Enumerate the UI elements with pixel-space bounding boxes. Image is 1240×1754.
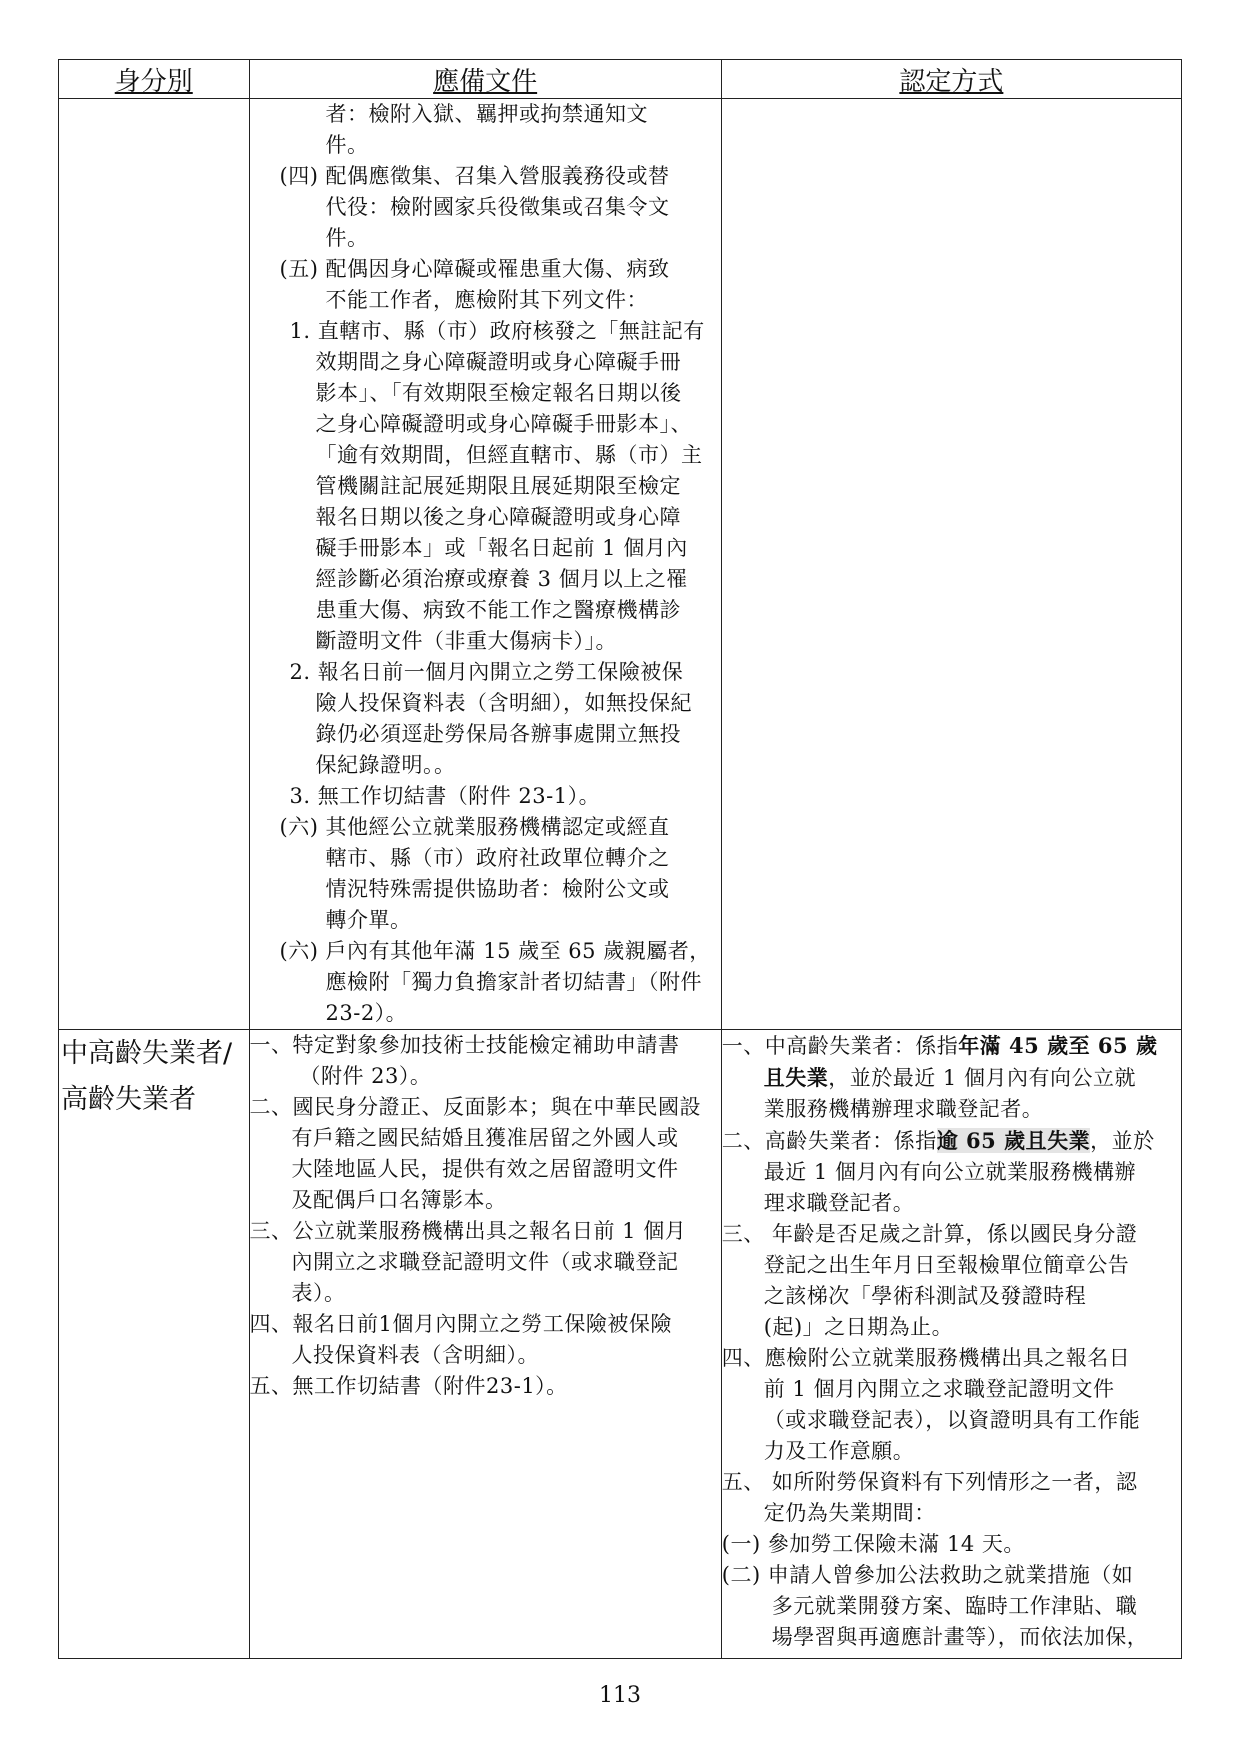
- criteria-line: (二) 申請人曾參加公法救助之就業措施（如: [721, 1563, 1134, 1587]
- criteria-emphasis: 且失業: [763, 1065, 829, 1090]
- document-line: 應檢附「獨力負擔家計者切結書」（附件: [325, 970, 702, 994]
- criteria-text: ，並於最近 1 個月內有向公立就: [828, 1066, 1136, 1090]
- eligibility-table: [58, 59, 1182, 1659]
- documents-cell: [249, 99, 721, 1030]
- document-line: 3. 無工作切結書（附件 23-1）。: [289, 784, 601, 808]
- document-line: 及配偶戶口名簿影本。: [291, 1188, 507, 1212]
- documents-cell: [249, 1030, 721, 1659]
- criteria-line: 五、 如所附勞保資料有下列情形之一者，認: [721, 1470, 1138, 1494]
- criteria-line: (一) 參加勞工保險未滿 14 天。: [721, 1532, 1025, 1556]
- document-line: 險人投保資料表（含明細），如無投保紀: [315, 691, 692, 715]
- document-line: 情況特殊需提供協助者：檢附公文或: [325, 877, 670, 901]
- criteria-line: 多元就業開發方案、臨時工作津貼、職: [771, 1594, 1138, 1618]
- document-line: 代役：檢附國家兵役徵集或召集令文: [325, 195, 670, 219]
- document-line: 錄仍必須逕赴勞保局各辦事處開立無投: [315, 722, 681, 746]
- document-line: 者：檢附入獄、羈押或拘禁通知文: [325, 102, 648, 126]
- criteria-line: [722, 1030, 1181, 1062]
- document-line: 一、特定對象參加技術士技能檢定補助申請書: [249, 1033, 680, 1057]
- document-line: 三、公立就業服務機構出具之報名日前 1 個月: [249, 1219, 687, 1243]
- document-line: 保紀錄證明。。: [315, 753, 456, 777]
- document-line: 件。: [325, 133, 369, 157]
- criteria-cell-empty: [721, 99, 1181, 1030]
- document-line: 之身心障礙證明或身心障礙手冊影本」、: [315, 412, 692, 436]
- table-header-row: [59, 60, 1182, 99]
- criteria-line: 四、應檢附公立就業服務機構出具之報名日: [721, 1346, 1131, 1370]
- document-line: 二、國民身分證正、反面影本；與在中華民國設: [249, 1095, 701, 1119]
- criteria-line: （或求職登記表），以資證明具有工作能: [763, 1408, 1141, 1432]
- document-line: 管機關註記展延期限且展延期限至檢定: [315, 474, 681, 498]
- document-line: (六) 戶內有其他年滿 15 歲至 65 歲親屬者，: [279, 939, 711, 963]
- documents-list: [250, 99, 721, 1029]
- table-row: [59, 1030, 1182, 1659]
- criteria-emphasis: 逾 65 歲且失業: [936, 1128, 1091, 1153]
- document-line: 四、報名日前1個月內開立之勞工保險被保險: [249, 1312, 672, 1336]
- criteria-line: 業服務機構辦理求職登記者。: [763, 1097, 1044, 1121]
- document-line: 23-2）。: [325, 1001, 408, 1025]
- document-line: 五、無工作切結書（附件23-1）。: [249, 1374, 568, 1398]
- document-line: 2. 報名日前一個月內開立之勞工保險被保: [289, 660, 684, 684]
- document-line: 表）。: [291, 1281, 346, 1305]
- document-line: (五) 配偶因身心障礙或罹患重大傷、病致: [279, 257, 670, 281]
- table-row: [59, 99, 1182, 1030]
- header-identity: 身分別: [59, 60, 250, 99]
- document-line: （附件 23）。: [299, 1064, 432, 1088]
- criteria-line: [722, 1062, 1181, 1094]
- criteria-line: (起)」之日期為止。: [763, 1315, 954, 1339]
- header-criteria: 認定方式: [721, 60, 1181, 99]
- criteria-text: 二、高齡失業者：係指: [721, 1129, 937, 1153]
- criteria-text: ，並於: [1090, 1129, 1155, 1153]
- criteria-line: 定仍為失業期間：: [763, 1501, 936, 1525]
- page-number: 113: [599, 1683, 641, 1708]
- header-documents: 應備文件: [249, 60, 721, 99]
- category-cell: [59, 1030, 250, 1659]
- documents-list: [250, 1030, 721, 1402]
- document-line: 斷證明文件（非重大傷病卡）」。: [315, 629, 617, 653]
- document-line: 內開立之求職登記證明文件（或求職登記: [291, 1250, 679, 1274]
- category-cell-empty: [59, 99, 250, 1030]
- criteria-text: 一、中高齡失業者：係指: [721, 1034, 959, 1058]
- document-line: 有戶籍之國民結婚且獲准居留之外國人或: [291, 1126, 679, 1150]
- document-line: 不能工作者，應檢附其下列文件：: [325, 288, 648, 312]
- criteria-line: 前 1 個月內開立之求職登記證明文件: [763, 1377, 1115, 1401]
- document-line: 影本」、「有效期限至檢定報名日期以後: [315, 381, 682, 405]
- criteria-line: 之該梯次「學術科測試及發證時程: [763, 1284, 1087, 1308]
- criteria-line: 場學習與再適應計畫等），而依法加保，: [771, 1625, 1149, 1649]
- criteria-cell: [721, 1030, 1181, 1659]
- document-line: 大陸地區人民，提供有效之居留證明文件: [291, 1157, 679, 1181]
- criteria-emphasis: 年滿 45 歲至 65 歲: [958, 1033, 1158, 1058]
- document-line: 報名日期以後之身心障礙證明或身心障: [315, 505, 681, 529]
- category-label-line1: 中高齡失業者/: [61, 1038, 233, 1069]
- category-label-line2: 高齡失業者: [61, 1084, 196, 1115]
- document-line: 經診斷必須治療或療養 3 個月以上之罹: [315, 567, 688, 591]
- document-line: (四) 配偶應徵集、召集入營服義務役或替: [279, 164, 670, 188]
- document-line: 礙手冊影本」或「報名日起前 1 個月內: [315, 536, 688, 560]
- document-line: 患重大傷、病致不能工作之醫療機構診: [315, 598, 681, 622]
- criteria-line: 力及工作意願。: [763, 1439, 915, 1463]
- document-line: 人投保資料表（含明細）。: [291, 1343, 539, 1367]
- criteria-line: 登記之出生年月日至報檢單位簡章公告: [763, 1253, 1130, 1277]
- document-line: 1. 直轄市、縣（市）政府核發之「無註記有: [289, 319, 705, 343]
- criteria-line: 最近 1 個月內有向公立就業服務機構辦: [763, 1160, 1136, 1184]
- criteria-line: [722, 1125, 1181, 1157]
- document-line: 件。: [325, 226, 369, 250]
- document-line: (六) 其他經公立就業服務機構認定或經直: [279, 815, 670, 839]
- document-line: 轄市、縣（市）政府社政單位轉介之: [325, 846, 670, 870]
- document-line: 轉介單。: [325, 908, 412, 932]
- criteria-line: 三、 年齡是否足歲之計算，係以國民身分證: [721, 1222, 1138, 1246]
- document-line: 效期間之身心障礙證明或身心障礙手冊: [315, 350, 681, 374]
- criteria-line: 理求職登記者。: [763, 1191, 915, 1215]
- document-line: 「逾有效期間，但經直轄市、縣（市）主: [315, 443, 703, 467]
